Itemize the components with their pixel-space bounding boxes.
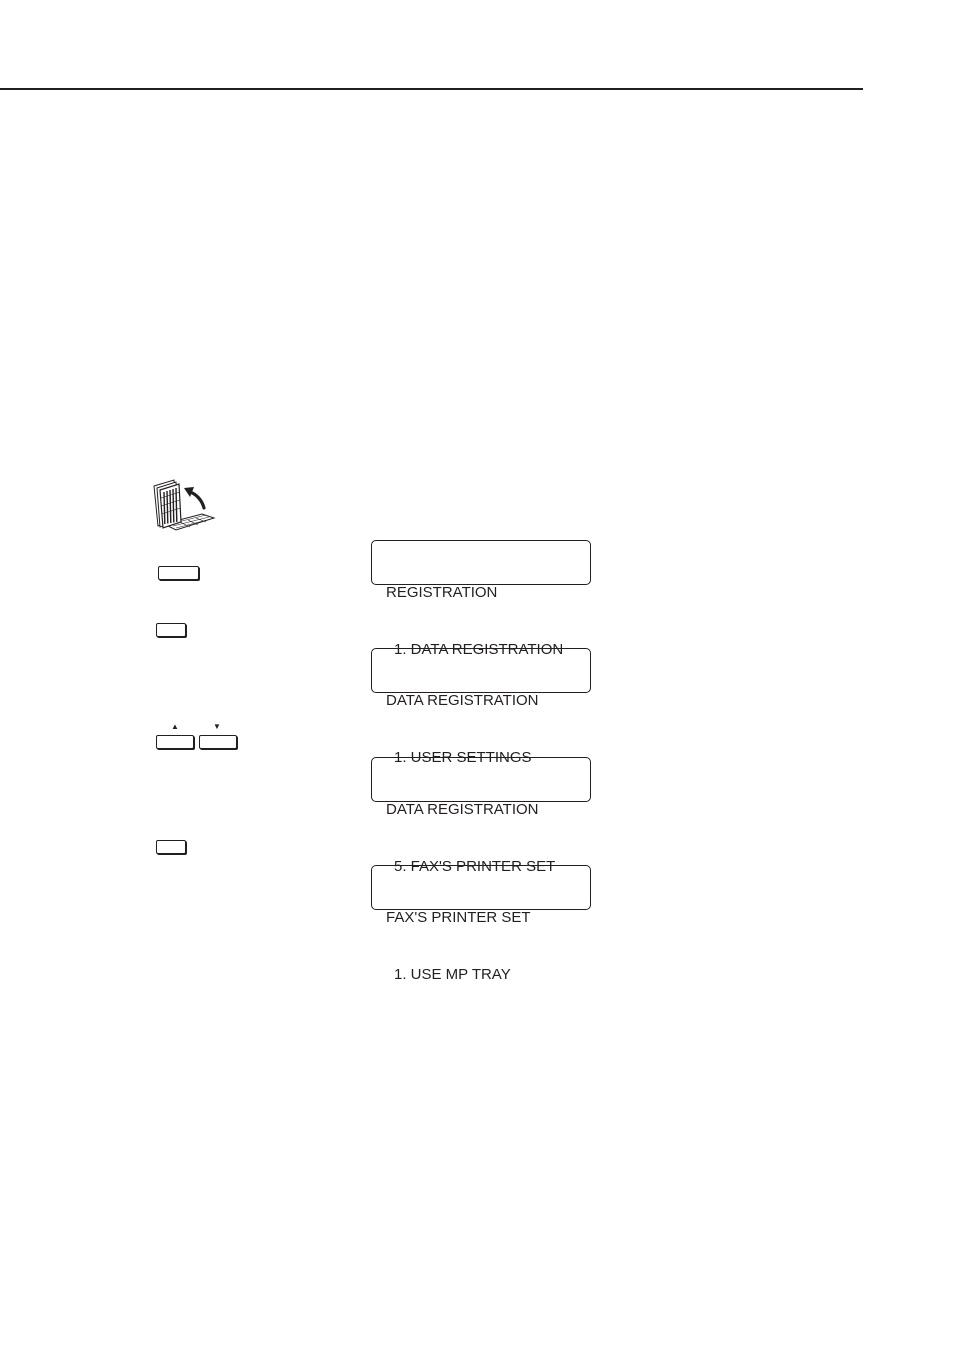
lcd-display-2	[371, 648, 591, 766]
lcd-display-2-line-2: 1. USER SETTINGS	[394, 749, 532, 766]
lcd-display-4-line-2: 1. USE MP TRAY	[394, 966, 511, 983]
triangle-down-icon: ▼	[213, 722, 221, 731]
lcd-display-4-line-1: FAX'S PRINTER SET	[386, 909, 531, 926]
set-key[interactable]	[156, 623, 186, 637]
down-arrow-key[interactable]	[199, 735, 237, 749]
document-pages-icon	[150, 478, 216, 532]
registration-key[interactable]	[158, 566, 199, 580]
lcd-display-1-line-1: REGISTRATION	[386, 584, 498, 601]
lcd-display-3-line-1: DATA REGISTRATION	[386, 801, 539, 818]
lcd-display-2-line-1: DATA REGISTRATION	[386, 692, 539, 709]
lcd-display-4	[371, 865, 591, 983]
lcd-display-3	[371, 757, 591, 875]
up-arrow-key[interactable]	[156, 735, 194, 749]
triangle-up-icon: ▲	[171, 722, 179, 731]
lcd-display-1	[371, 540, 591, 658]
lcd-display-1-line-2: 1. DATA REGISTRATION	[394, 641, 564, 658]
set-key-2[interactable]	[156, 840, 186, 854]
lcd-display-3-line-2: 5. FAX'S PRINTER SET	[394, 858, 556, 875]
header-rule	[0, 88, 863, 90]
